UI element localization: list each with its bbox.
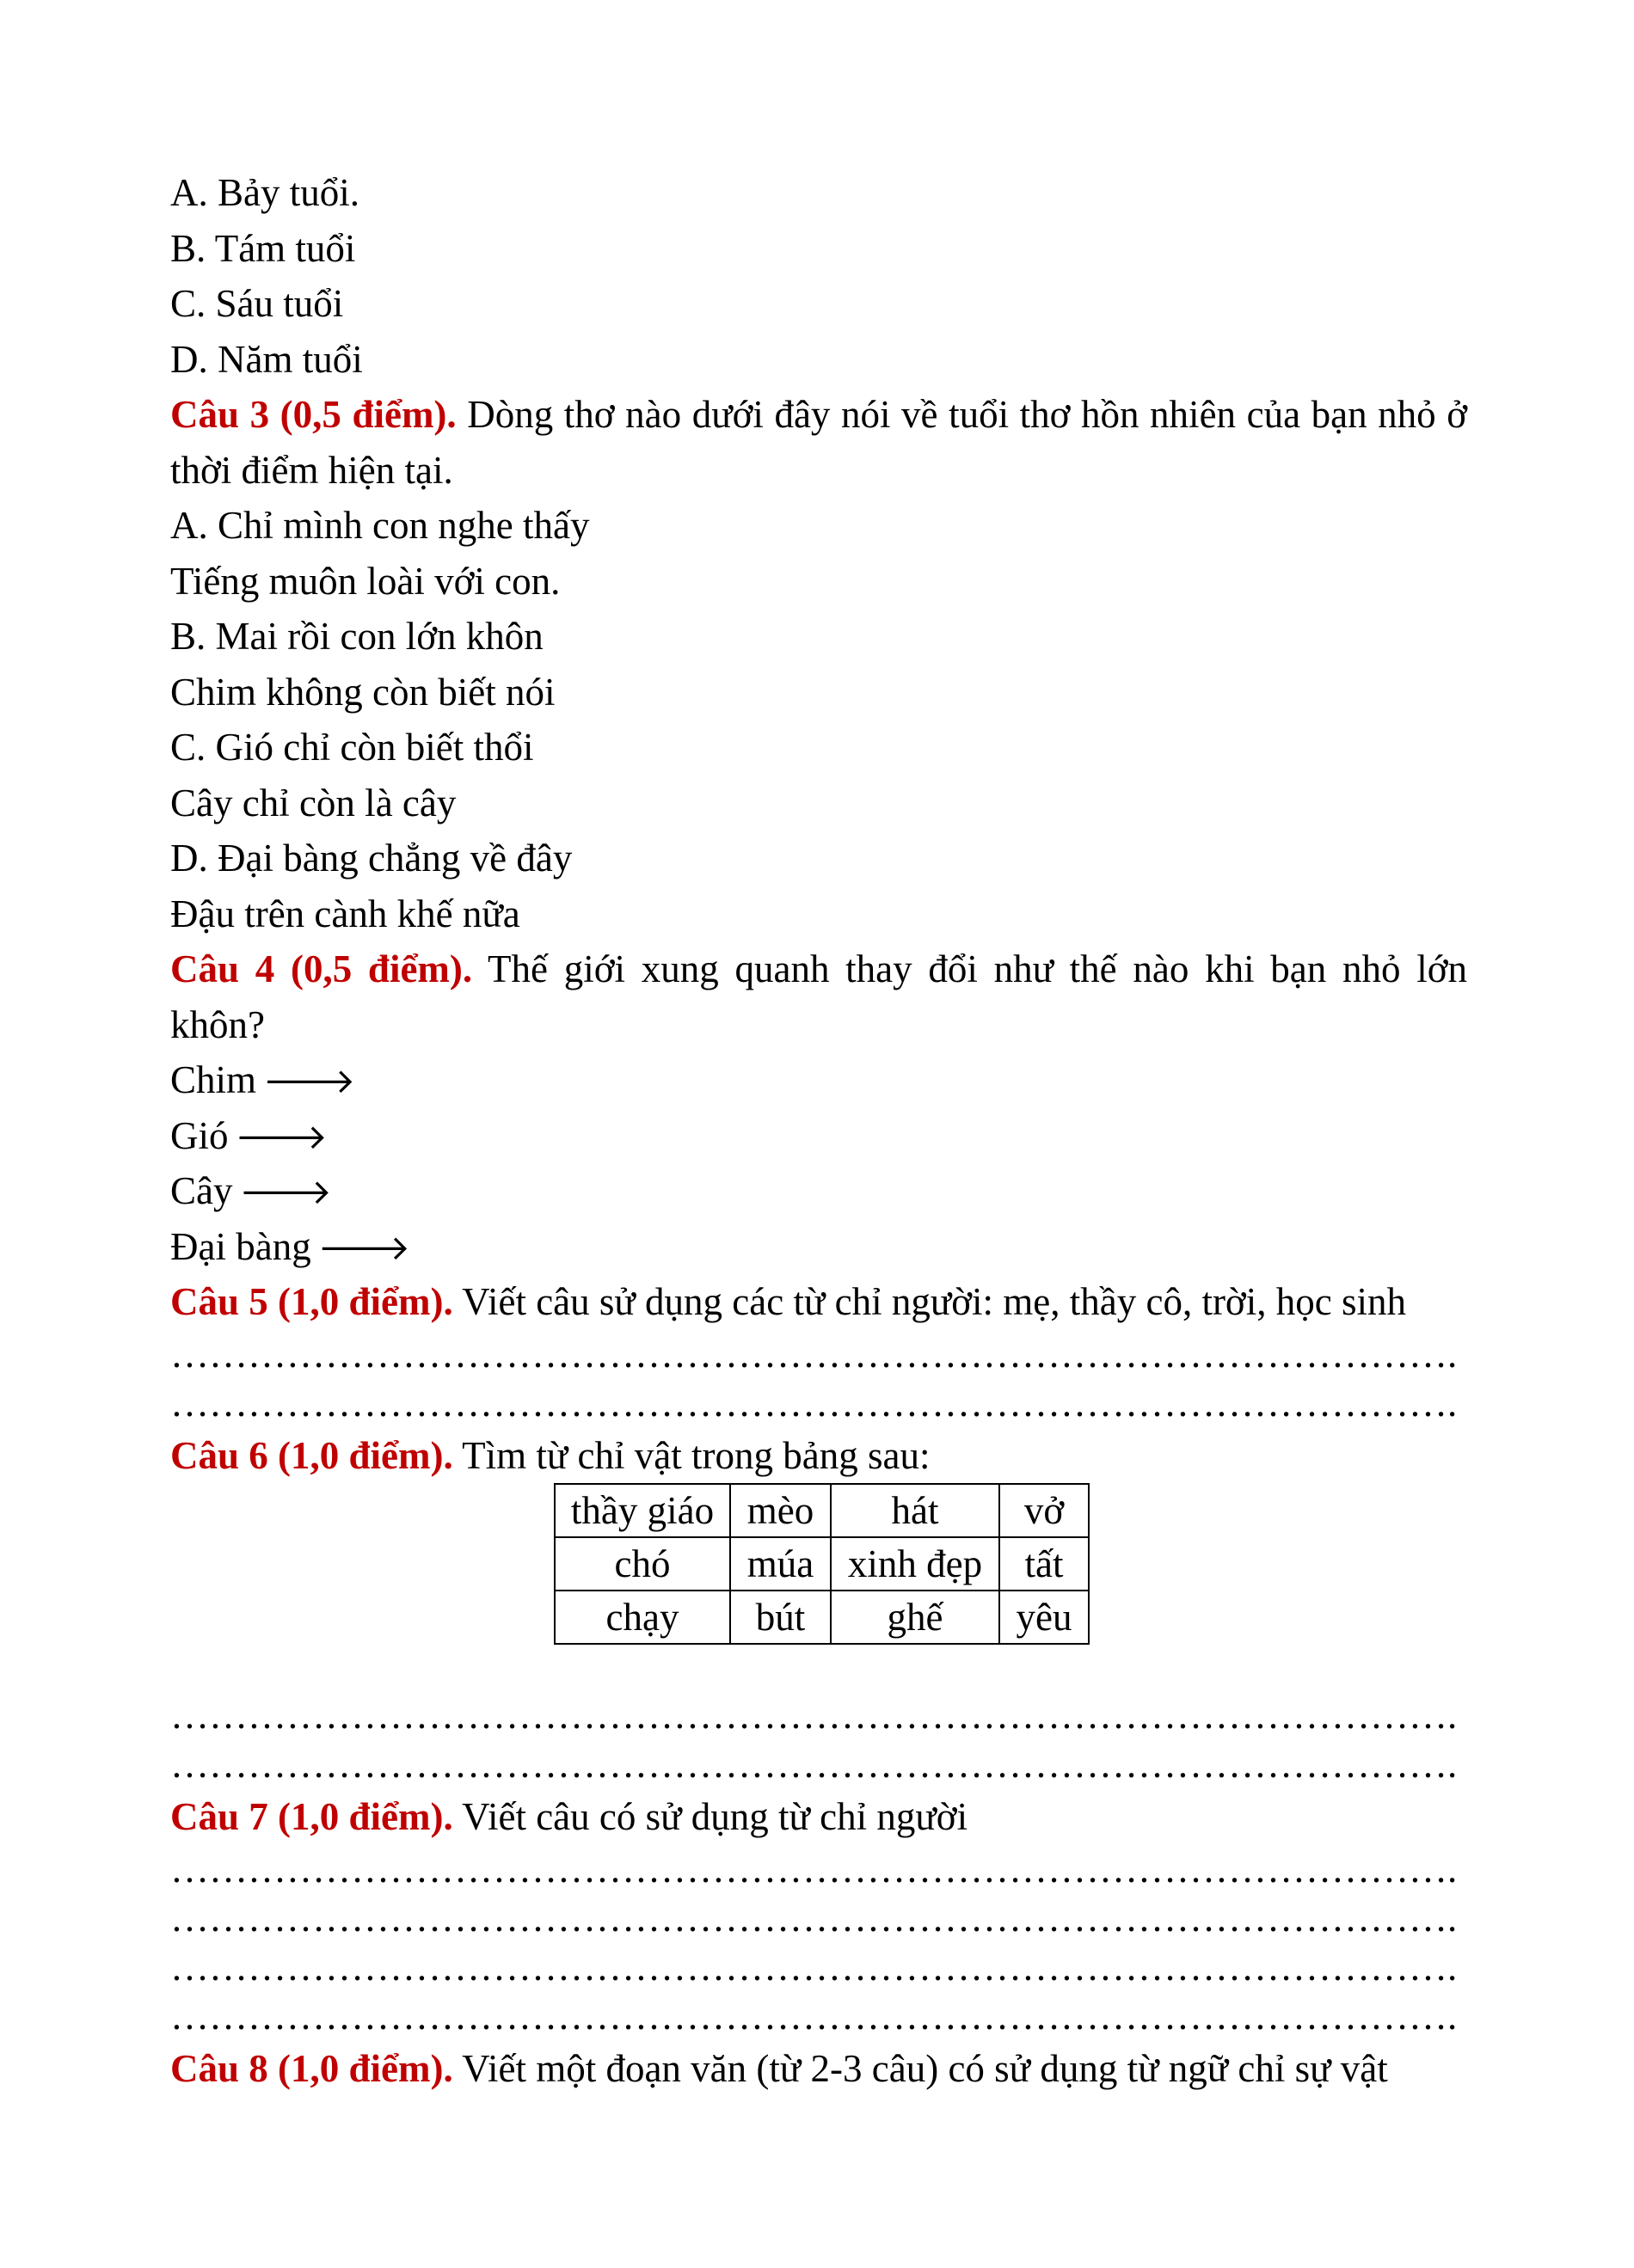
q3-option-b-line2: Chim không còn biết nói bbox=[170, 670, 556, 714]
q2-option-c: C. Sáu tuổi bbox=[170, 282, 344, 325]
q2-option-d: D. Năm tuổi bbox=[170, 337, 363, 381]
question-7-label: Câu 7 (1,0 điểm). bbox=[170, 1795, 453, 1838]
table-row bbox=[555, 1591, 1089, 1644]
question-4 bbox=[170, 941, 1467, 1052]
table-cell: thầy giáo bbox=[555, 1484, 730, 1537]
question-7 bbox=[170, 1789, 1467, 1845]
answer-line[interactable]: ………………………………………………………………………………………. bbox=[170, 1332, 1458, 1376]
answer-line[interactable]: ………………………………………………………………………………………. bbox=[170, 1847, 1458, 1891]
table-row bbox=[555, 1484, 1089, 1537]
answer-line[interactable]: ………………………………………………………………………………………. bbox=[170, 1994, 1458, 2038]
answer-line[interactable]: ………………………………………………………………………………………. bbox=[170, 1381, 1458, 1425]
q4-item-chim bbox=[170, 1052, 1467, 1108]
question-4-text: Thế giới xung quanh thay đổi như thế nào khi bạn nhỏ lớn khôn? bbox=[170, 947, 1467, 1046]
q2-option-a: A. Bảy tuổi. bbox=[170, 171, 359, 214]
question-3-text: Dòng thơ nào dưới đây nói về tuổi thơ hồn nhiên của bạn nhỏ ở thời điểm hiện tại. bbox=[170, 393, 1467, 492]
q3-option-a-line1: A. Chỉ mình con nghe thấy bbox=[170, 504, 590, 547]
q3-option-c-line1: C. Gió chỉ còn biết thổi bbox=[170, 726, 534, 769]
question-6-label: Câu 6 (1,0 điểm). bbox=[170, 1433, 453, 1477]
q4-item-cay bbox=[170, 1163, 1467, 1219]
q3-option-d-line1: D. Đại bàng chẳng về đây bbox=[170, 837, 573, 880]
q4-item-gio bbox=[170, 1108, 1467, 1164]
table-cell: xinh đẹp bbox=[831, 1537, 999, 1591]
q4-item-label: Chim bbox=[170, 1058, 257, 1101]
question-8 bbox=[170, 2041, 1467, 2097]
arrow-right-icon: 🡒 bbox=[263, 1062, 356, 1101]
table-row bbox=[555, 1537, 1089, 1591]
question-8-label: Câu 8 (1,0 điểm). bbox=[170, 2046, 453, 2090]
table-cell: ghế bbox=[831, 1591, 999, 1644]
table-cell: mèo bbox=[730, 1484, 831, 1537]
answer-line[interactable]: ………………………………………………………………………………………. bbox=[170, 1743, 1458, 1786]
q4-item-label: Gió bbox=[170, 1113, 229, 1157]
q3-option-b-line1: B. Mai rồi con lớn khôn bbox=[170, 615, 544, 658]
question-5-text: Viết câu sử dụng các từ chỉ người: mẹ, thầy cô, trời, học sinh bbox=[452, 1280, 1406, 1323]
q3-option-c-line2: Cây chỉ còn là cây bbox=[170, 781, 457, 824]
q3-option-a-line2: Tiếng muôn loài với con. bbox=[170, 559, 561, 603]
arrow-right-icon: 🡒 bbox=[235, 1117, 328, 1157]
question-5-label: Câu 5 (1,0 điểm). bbox=[170, 1280, 453, 1323]
table-cell: yêu bbox=[999, 1591, 1089, 1644]
vocab-table bbox=[554, 1483, 1090, 1645]
table-cell: hát bbox=[831, 1484, 999, 1537]
q4-item-label: Đại bàng bbox=[170, 1224, 311, 1268]
q3-option-d-line2: Đậu trên cành khế nữa bbox=[170, 892, 520, 935]
answer-line[interactable]: ………………………………………………………………………………………. bbox=[170, 1945, 1458, 1989]
answer-line[interactable]: ………………………………………………………………………………………. bbox=[170, 1694, 1458, 1737]
question-6 bbox=[170, 1428, 1467, 1484]
table-cell: tất bbox=[999, 1537, 1089, 1591]
vocab-table-wrapper bbox=[170, 1483, 1467, 1691]
table-cell: chạy bbox=[555, 1591, 730, 1644]
question-6-text: Tìm từ chỉ vật trong bảng sau: bbox=[452, 1433, 931, 1477]
question-7-text: Viết câu có sử dụng từ chỉ người bbox=[452, 1795, 968, 1838]
worksheet-page bbox=[170, 165, 1467, 2096]
q2-option-b: B. Tám tuổi bbox=[170, 226, 356, 270]
arrow-right-icon: 🡒 bbox=[239, 1173, 332, 1212]
question-5 bbox=[170, 1274, 1467, 1330]
table-cell: bút bbox=[730, 1591, 831, 1644]
table-cell: múa bbox=[730, 1537, 831, 1591]
question-3 bbox=[170, 387, 1467, 498]
q4-item-label: Cây bbox=[170, 1169, 233, 1212]
question-3-label: Câu 3 (0,5 điểm). bbox=[170, 393, 457, 436]
table-cell: chó bbox=[555, 1537, 730, 1591]
answer-line[interactable]: ………………………………………………………………………………………. bbox=[170, 1896, 1458, 1940]
question-8-text: Viết một đoạn văn (từ 2-3 câu) có sử dụng từ ngữ chỉ sự vật bbox=[452, 2046, 1388, 2090]
question-4-label: Câu 4 (0,5 điểm). bbox=[170, 947, 473, 990]
arrow-right-icon: 🡒 bbox=[317, 1228, 410, 1268]
table-cell: vở bbox=[999, 1484, 1089, 1537]
q4-item-dai-bang bbox=[170, 1219, 1467, 1275]
